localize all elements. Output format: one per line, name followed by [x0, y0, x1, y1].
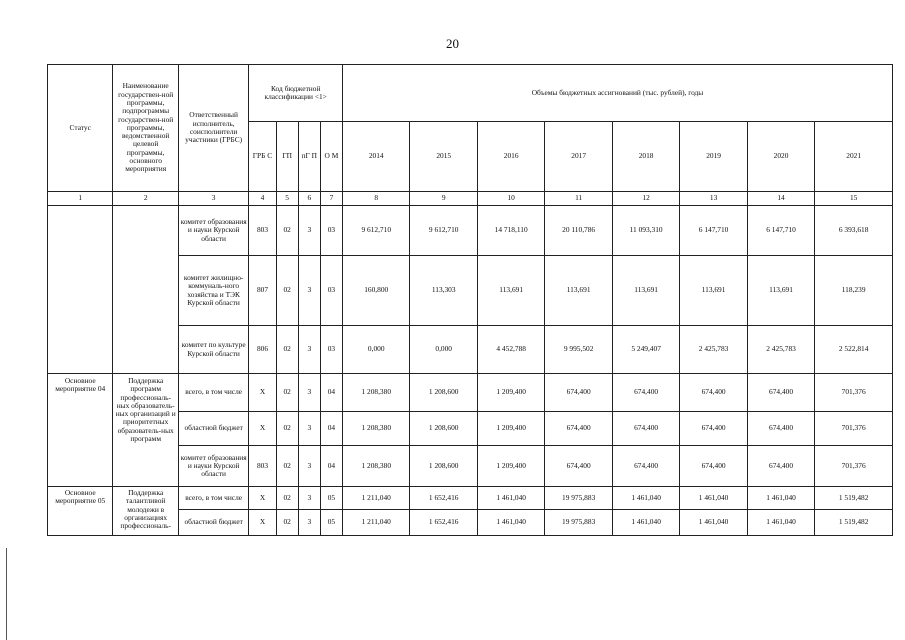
column-number: 11 [545, 192, 612, 206]
header-gp: ГП [276, 122, 298, 192]
row-value: 1 209,400 [477, 374, 544, 412]
row-value: 160,800 [343, 256, 410, 326]
header-year: 2019 [680, 122, 747, 192]
row-executor: областной бюджет [178, 412, 248, 446]
row-value: 674,400 [545, 446, 612, 487]
row-value: 6 147,710 [747, 206, 814, 256]
row-value: 674,400 [545, 412, 612, 446]
row-gp: 02 [276, 412, 298, 446]
row-value: 1 461,040 [747, 510, 814, 536]
column-number: 13 [680, 192, 747, 206]
row-value: 1 208,380 [343, 446, 410, 487]
row-gp: 02 [276, 256, 298, 326]
column-number: 5 [276, 192, 298, 206]
column-number: 2 [113, 192, 178, 206]
row-value: 2 425,783 [680, 326, 747, 374]
row-executor: всего, в том числе [178, 487, 248, 510]
row-om: 04 [320, 412, 342, 446]
row-status: Основное мероприятие 05 [48, 487, 113, 536]
row-executor: комитет жилищно-коммуналь-ного хозяйства и ТЭК Курской области [178, 256, 248, 326]
row-value: 5 249,407 [612, 326, 679, 374]
row-value: 1 652,416 [410, 510, 477, 536]
row-value: 1 208,380 [343, 412, 410, 446]
row-value: 1 652,416 [410, 487, 477, 510]
row-grbs: Х [249, 487, 276, 510]
row-value: 1 461,040 [477, 510, 544, 536]
row-om: 03 [320, 206, 342, 256]
column-number: 9 [410, 192, 477, 206]
header-year: 2020 [747, 122, 814, 192]
column-number-row [48, 192, 893, 206]
header-grbs: ГРБ С [249, 122, 276, 192]
row-value: 1 519,482 [815, 487, 893, 510]
header-year: 2015 [410, 122, 477, 192]
row-value: 674,400 [747, 412, 814, 446]
row-value: 6 147,710 [680, 206, 747, 256]
row-executor: областной бюджет [178, 510, 248, 536]
row-executor: всего, в том числе [178, 374, 248, 412]
row-om: 05 [320, 510, 342, 536]
row-grbs: Х [249, 374, 276, 412]
row-value: 0,000 [410, 326, 477, 374]
row-grbs: Х [249, 510, 276, 536]
row-value: 674,400 [680, 412, 747, 446]
column-number: 8 [343, 192, 410, 206]
row-value: 113,303 [410, 256, 477, 326]
row-gp: 02 [276, 510, 298, 536]
row-value: 674,400 [747, 446, 814, 487]
row-value: 674,400 [747, 374, 814, 412]
row-om: 04 [320, 446, 342, 487]
page-number: 20 [446, 36, 459, 51]
row-pgp: 3 [298, 412, 320, 446]
row-value: 113,691 [747, 256, 814, 326]
row-name [113, 206, 178, 374]
row-value: 1 208,380 [343, 374, 410, 412]
row-om: 03 [320, 326, 342, 374]
row-value: 674,400 [612, 374, 679, 412]
row-pgp: 3 [298, 374, 320, 412]
row-status: Основное мероприятие 04 [48, 374, 113, 487]
row-value: 19 975,883 [545, 510, 612, 536]
row-value: 4 452,788 [477, 326, 544, 374]
header-om: О М [320, 122, 342, 192]
row-value: 14 718,110 [477, 206, 544, 256]
row-value: 674,400 [545, 374, 612, 412]
row-pgp: 3 [298, 326, 320, 374]
row-value: 9 995,502 [545, 326, 612, 374]
row-value: 1 461,040 [477, 487, 544, 510]
row-gp: 02 [276, 326, 298, 374]
row-grbs: 806 [249, 326, 276, 374]
row-value: 1 461,040 [680, 487, 747, 510]
row-value: 113,691 [545, 256, 612, 326]
row-value: 9 612,710 [410, 206, 477, 256]
row-value: 674,400 [680, 374, 747, 412]
row-value: 1 209,400 [477, 412, 544, 446]
row-name: Поддержка программ профессиональ-ных образователь-ных организаций и приоритетных образователь-ных программ [113, 374, 178, 487]
row-value: 701,376 [815, 412, 893, 446]
column-number: 1 [48, 192, 113, 206]
header-year: 2014 [343, 122, 410, 192]
row-grbs: 807 [249, 256, 276, 326]
header-executor: Ответственный исполнитель, соисполнители участники (ГРБС) [178, 65, 248, 192]
column-number: 6 [298, 192, 320, 206]
row-grbs: 803 [249, 446, 276, 487]
row-gp: 02 [276, 374, 298, 412]
row-executor: комитет по культуре Курской области [178, 326, 248, 374]
row-status [48, 206, 113, 374]
row-pgp: 3 [298, 446, 320, 487]
table-row [48, 374, 893, 412]
row-pgp: 3 [298, 510, 320, 536]
row-pgp: 3 [298, 206, 320, 256]
column-number: 15 [815, 192, 893, 206]
row-value: 1 211,040 [343, 487, 410, 510]
column-number: 14 [747, 192, 814, 206]
row-grbs: 803 [249, 206, 276, 256]
header-pgp: пГ П [298, 122, 320, 192]
budget-table [47, 64, 893, 536]
row-value: 2 522,814 [815, 326, 893, 374]
row-gp: 02 [276, 487, 298, 510]
row-value: 1 208,600 [410, 412, 477, 446]
row-value: 1 519,482 [815, 510, 893, 536]
row-value: 1 208,600 [410, 446, 477, 487]
row-value: 674,400 [612, 446, 679, 487]
row-value: 1 461,040 [747, 487, 814, 510]
row-value: 20 110,786 [545, 206, 612, 256]
row-om: 04 [320, 374, 342, 412]
row-value: 113,691 [612, 256, 679, 326]
column-number: 7 [320, 192, 342, 206]
row-executor: комитет образования и науки Курской области [178, 446, 248, 487]
row-value: 2 425,783 [747, 326, 814, 374]
header-bk-code: Код бюджетной классификации <1> [249, 65, 343, 122]
row-executor: комитет образования и науки Курской области [178, 206, 248, 256]
scan-edge-mark [6, 548, 7, 640]
row-value: 118,239 [815, 256, 893, 326]
header-volumes: Объемы бюджетных ассигнований (тыс. рублей), годы [343, 65, 893, 122]
row-value: 1 461,040 [612, 510, 679, 536]
row-value: 0,000 [343, 326, 410, 374]
column-number: 3 [178, 192, 248, 206]
column-number: 10 [477, 192, 544, 206]
table-row [48, 206, 893, 256]
header-year: 2021 [815, 122, 893, 192]
header-name: Наименование государствен-ной программы, подпрограммы государствен-ной программы, ведомственной целевой программы, основного мероприятия [113, 65, 178, 192]
row-value: 701,376 [815, 446, 893, 487]
row-gp: 02 [276, 446, 298, 487]
row-value: 1 461,040 [612, 487, 679, 510]
row-pgp: 3 [298, 487, 320, 510]
row-om: 03 [320, 256, 342, 326]
row-value: 9 612,710 [343, 206, 410, 256]
row-name: Поддержка талантливой молодежи в организациях профессиональ- [113, 487, 178, 536]
row-value: 19 975,883 [545, 487, 612, 510]
header-year: 2017 [545, 122, 612, 192]
row-value: 674,400 [612, 412, 679, 446]
row-om: 05 [320, 487, 342, 510]
row-value: 113,691 [680, 256, 747, 326]
row-pgp: 3 [298, 256, 320, 326]
row-value: 1 208,600 [410, 374, 477, 412]
header-status: Статус [48, 65, 113, 192]
row-gp: 02 [276, 206, 298, 256]
header-year: 2016 [477, 122, 544, 192]
row-value: 701,376 [815, 374, 893, 412]
row-value: 1 211,040 [343, 510, 410, 536]
row-value: 11 093,310 [612, 206, 679, 256]
row-value: 113,691 [477, 256, 544, 326]
row-value: 1 461,040 [680, 510, 747, 536]
row-value: 1 209,400 [477, 446, 544, 487]
row-grbs: Х [249, 412, 276, 446]
row-value: 6 393,618 [815, 206, 893, 256]
column-number: 12 [612, 192, 679, 206]
table-row [48, 487, 893, 510]
row-value: 674,400 [680, 446, 747, 487]
header-year: 2018 [612, 122, 679, 192]
column-number: 4 [249, 192, 276, 206]
